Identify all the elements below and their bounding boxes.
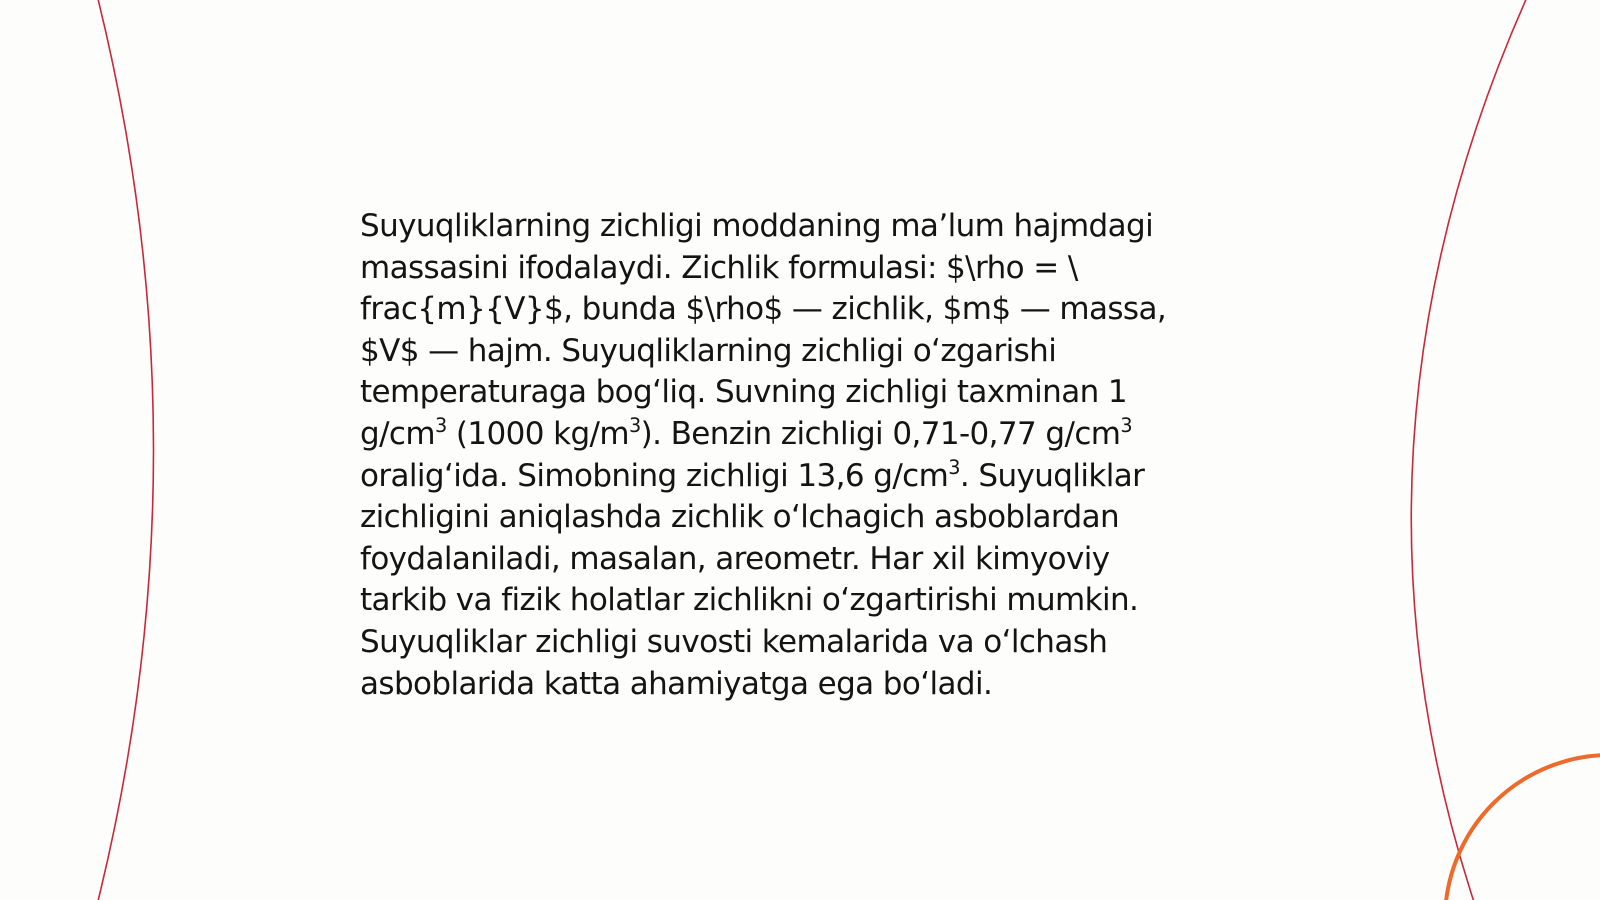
text-line-10: tarkib va fizik holatlar zichlikni oʻzgartirishi mumkin. <box>360 582 1139 619</box>
text-line-9: foydalaniladi, masalan, areometr. Har xil kimyoviy <box>360 540 1110 577</box>
text-line-12: asboblarida katta ahamiyatga ega boʻladi. <box>360 665 993 702</box>
right-arc-line <box>1411 0 1528 900</box>
text-line-1: Suyuqliklarning zichligi moddaning maʼlum hajmdagi <box>360 208 1154 244</box>
superscript-3: 3 <box>1120 414 1132 438</box>
body-paragraph <box>360 206 1240 705</box>
text-line-7-a: oraligʻida. Simobning zichligi 13,6 g/cm <box>360 457 949 494</box>
text-line-11: Suyuqliklar zichligi suvosti kemalarida va oʻlchash <box>360 623 1108 660</box>
text-line-6-c: ). Benzin zichligi 0,71-0,77 g/cm <box>640 415 1121 452</box>
text-line-8: zichligini aniqlashda zichlik oʻlchagich asboblardan <box>360 499 1120 536</box>
orange-circle-arc <box>1445 755 1600 900</box>
text-line-6-a: g/cm <box>360 415 435 452</box>
text-line-4: $V$ — hajm. Suyuqliklarning zichligi oʻzgarishi <box>360 332 1057 369</box>
text-line-7-b: . Suyuqliklar <box>959 457 1145 494</box>
text-line-5: temperaturaga bogʻliq. Suvning zichligi taxminan 1 <box>360 374 1128 411</box>
superscript-3: 3 <box>628 414 641 438</box>
text-line-6-b: (1000 kg/m <box>446 415 629 452</box>
superscript-3: 3 <box>434 414 447 438</box>
text-line-2: massasini ifodalaydi. Zichlik formulasi: $\rho = \ <box>360 249 1078 286</box>
superscript-3: 3 <box>948 455 960 479</box>
left-arc-line <box>97 0 154 900</box>
text-line-3: frac{m}{V}$, bunda $\rho$ — zichlik, $m$ — massa, <box>360 291 1167 328</box>
